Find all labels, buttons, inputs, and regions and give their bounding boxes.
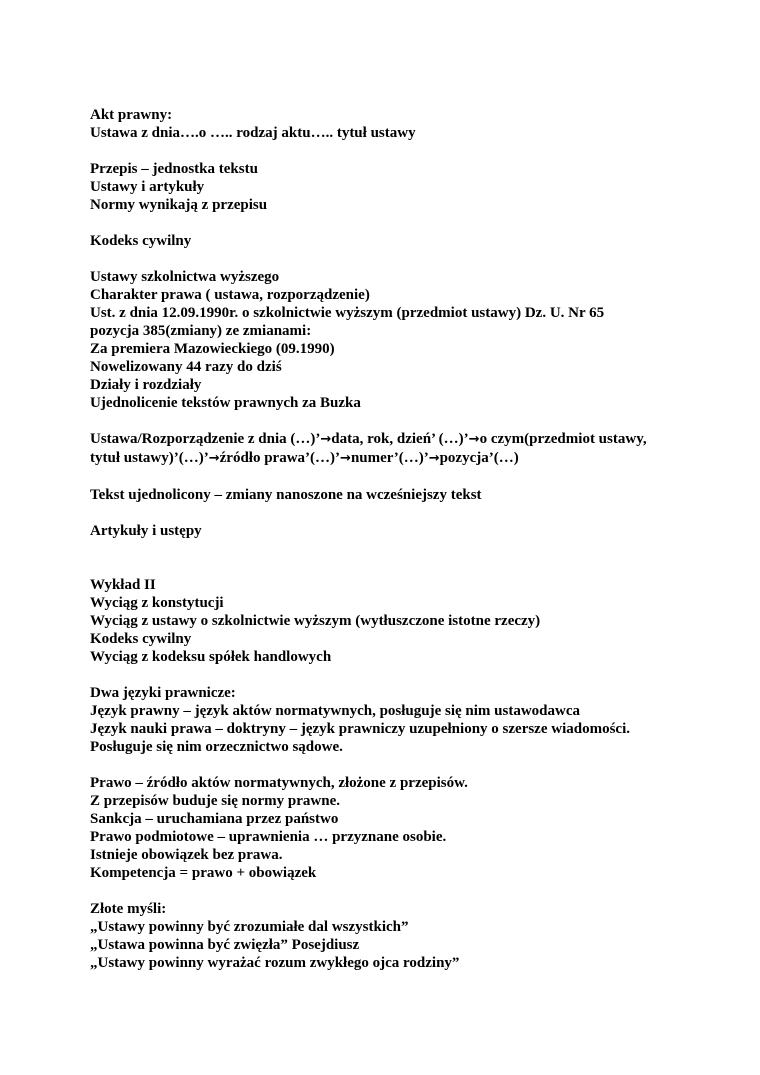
text-fragment: pozycja’(…) — [439, 450, 519, 466]
text-line: Ust. z dnia 12.09.1990r. o szkolnictwie wyższym (przedmiot ustawy) Dz. U. Nr 65 — [90, 305, 605, 321]
text-line: Sankcja – uruchamiana przez państwo — [90, 811, 339, 827]
paragraph-gap — [90, 468, 690, 486]
paragraph-gap — [90, 666, 690, 684]
text-line: Za premiera Mazowieckiego (09.1990) — [90, 341, 335, 357]
text-line: Ujednolicenie tekstów prawnych za Buzka — [90, 395, 361, 411]
paragraph-gap — [90, 882, 690, 900]
text-line — [90, 449, 690, 468]
arrow-right-icon: → — [340, 451, 351, 466]
text-line: „Ustawa powinna być zwięzła” Posejdiusz — [90, 937, 360, 953]
text-line: „Ustawy powinny być zrozumiałe dal wszystkich” — [90, 919, 409, 935]
text-line: Dwa języki prawnicze: — [90, 685, 236, 701]
text-line: Prawo podmiotowe – uprawnienia … przyznane osobie. — [90, 829, 447, 845]
arrow-right-icon: → — [468, 432, 480, 447]
arrow-right-icon: → — [208, 451, 220, 466]
text-fragment: Ustawa/Rozporządzenie z dnia (…)’ — [90, 431, 321, 447]
text-line: Kodeks cywilny — [90, 631, 192, 647]
paragraph-gap — [90, 504, 690, 522]
text-line: Wykład II — [90, 577, 156, 593]
arrow-right-icon: → — [320, 432, 332, 447]
paragraph-gap — [90, 756, 690, 774]
text-line: Wyciąg z kodeksu spółek handlowych — [90, 649, 332, 665]
text-line — [90, 430, 690, 449]
text-fragment: tytuł ustawy)’(…)’ — [90, 450, 209, 466]
text-line: Kompetencja = prawo + obowiązek — [90, 865, 317, 881]
text-line: Przepis – jednostka tekstu — [90, 161, 258, 177]
text-line: Prawo – źródło aktów normatywnych, złożone z przepisów. — [90, 775, 468, 791]
text-line: Charakter prawa ( ustawa, rozporządzenie) — [90, 287, 370, 303]
paragraph-gap — [90, 214, 690, 232]
text-line: Nowelizowany 44 razy do dziś — [90, 359, 282, 375]
text-line: Ustawy i artykuły — [90, 179, 205, 195]
text-line: Posługuje się nim orzecznictwo sądowe. — [90, 739, 343, 755]
document-body — [90, 106, 690, 972]
arrow-right-icon: → — [428, 451, 440, 466]
text-line: Złote myśli: — [90, 901, 167, 917]
text-line: Tekst ujednolicony – zmiany nanoszone na wcześniejszy tekst — [90, 487, 482, 503]
paragraph-gap — [90, 412, 690, 430]
text-fragment: numer’(…)’ — [350, 450, 429, 466]
text-line: Akt prawny: — [90, 107, 173, 123]
text-line: Wyciąg z ustawy o szkolnictwie wyższym (wytłuszczone istotne rzeczy) — [90, 613, 541, 629]
text-fragment: data, rok, dzień’ (…)’ — [331, 431, 469, 447]
text-line: Wyciąg z konstytucji — [90, 595, 224, 611]
text-fragment: o czym(przedmiot ustawy, — [479, 431, 647, 447]
text-line: „Ustawy powinny wyrażać rozum zwykłego ojca rodziny” — [90, 955, 460, 971]
paragraph-gap — [90, 540, 690, 576]
text-line: Język nauki prawa – doktryny – język prawniczy uzupełniony o szersze wiadomości. — [90, 721, 630, 737]
text-line: Z przepisów buduje się normy prawne. — [90, 793, 341, 809]
text-line: pozycja 385(zmiany) ze zmianami: — [90, 323, 312, 339]
paragraph-gap — [90, 142, 690, 160]
text-line: Ustawy szkolnictwa wyższego — [90, 269, 280, 285]
paragraph-gap — [90, 250, 690, 268]
text-line: Ustawa z dnia….o ….. rodzaj aktu….. tytuł ustawy — [90, 125, 416, 141]
text-line: Język prawny – język aktów normatywnych, posługuje się nim ustawodawca — [90, 703, 581, 719]
text-fragment: źródło prawa’(…)’ — [219, 450, 341, 466]
text-line: Artykuły i ustępy — [90, 523, 202, 539]
text-line: Kodeks cywilny — [90, 233, 192, 249]
text-line: Działy i rozdziały — [90, 377, 202, 393]
text-line: Istnieje obowiązek bez prawa. — [90, 847, 283, 863]
text-line: Normy wynikają z przepisu — [90, 197, 268, 213]
